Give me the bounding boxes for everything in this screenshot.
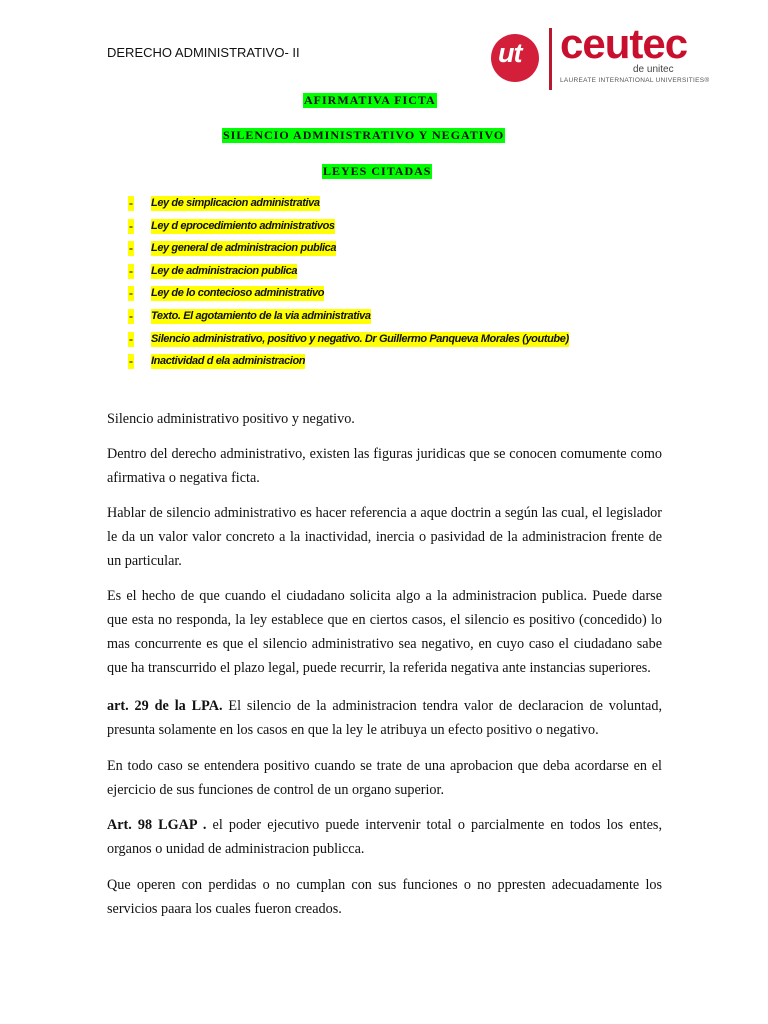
bullet-dash: - [129,331,133,346]
doc-subtitle: SILENCIO ADMINISTRATIVO Y NEGATIVO [223,128,505,142]
doc-title: AFIRMATIVA FICTA [304,93,436,107]
paragraph-intro: Silencio administrativo positivo y negativo. [107,411,355,427]
law-item: Ley de simplicacion administrativa [151,197,320,209]
article-reference: Art. 98 LGAP . [107,817,207,833]
logo-subtitle: de unitec [633,64,674,75]
article-reference: art. 29 de la LPA. [107,698,223,714]
bullet-dash: - [129,263,133,278]
law-item: Ley general de administracion publica [151,242,337,255]
article-text: el poder ejecutivo puede intervenir total o parcialmente en todos los entes, organos o unidad de administracion publicca. [107,817,662,857]
course-title: DERECHO ADMINISTRATIVO- II [107,45,300,60]
paragraph-figures: Dentro del derecho administrativo, existen las figuras juridicas que se conocen comumente como afirmativa o negativa ficta. [107,446,662,486]
paragraph-losses: Que operen con perdidas o no cumplan con sus funciones o no ppresten adecuadamente los servicios paara los cuales fueron creados. [107,877,662,917]
paragraph-art-29 [107,694,662,742]
bullet-dash: - [129,354,133,369]
ceutec-logo [488,20,710,92]
logo-divider [549,28,552,90]
law-item: Silencio administrativo, positivo y negativo. Dr Guillermo Panqueva Morales (youtube) [151,332,569,345]
logo-mark-text: ut [498,38,522,68]
law-item: Ley de lo contecioso administrativo [151,287,325,300]
logo-tagline: LAUREATE INTERNATIONAL UNIVERSITIES® [560,77,710,84]
law-item: Ley d eprocedimiento administrativos [151,219,335,232]
paragraph-positive: En todo caso se entendera positivo cuando se trate de una aprobacion que deba acordarse en el ejercicio de sus funciones de control de un organo superior. [107,758,662,798]
bullet-dash: - [129,308,133,323]
paragraph-art-98 [107,813,662,861]
law-item: Ley de administracion publica [151,264,298,277]
bullet-dash: - [129,241,133,256]
law-item: Texto. El agotamiento de la via administrativa [151,309,371,322]
laws-heading: LEYES CITADAS [323,164,432,178]
bullet-dash: - [129,196,133,210]
bullet-dash: - [129,286,133,301]
paragraph-explanation: Es el hecho de que cuando el ciudadano solicita algo a la administracion publica. Puede darse que esta no responda, la ley establece que en ciertos casos, el silencio es positivo (concedido) lo mas concurrente es que el silencio administrativo sea negativo, en cuyo caso el ciudadano sabe que ha transcurrido el plazo legal, puede recurrir, la referida negativa ante instancias superiores. [107,588,662,676]
paragraph-definition: Hablar de silencio administrativo es hacer referencia a aque doctrin a según las cual, el legislador le da un valor valor concreto a la inactividad, inercia o pasividad de la administracion frente de un particular. [107,505,662,569]
logo-word: ceutec [560,20,688,67]
article-text: El silencio de la administracion tendra valor de declaracion de voluntad, presunta solamente en los casos en que la ley le atribuya un efecto positivo o negativo. [107,698,662,738]
law-item: Inactividad d ela administracion [151,355,306,368]
bullet-dash: - [129,218,133,233]
